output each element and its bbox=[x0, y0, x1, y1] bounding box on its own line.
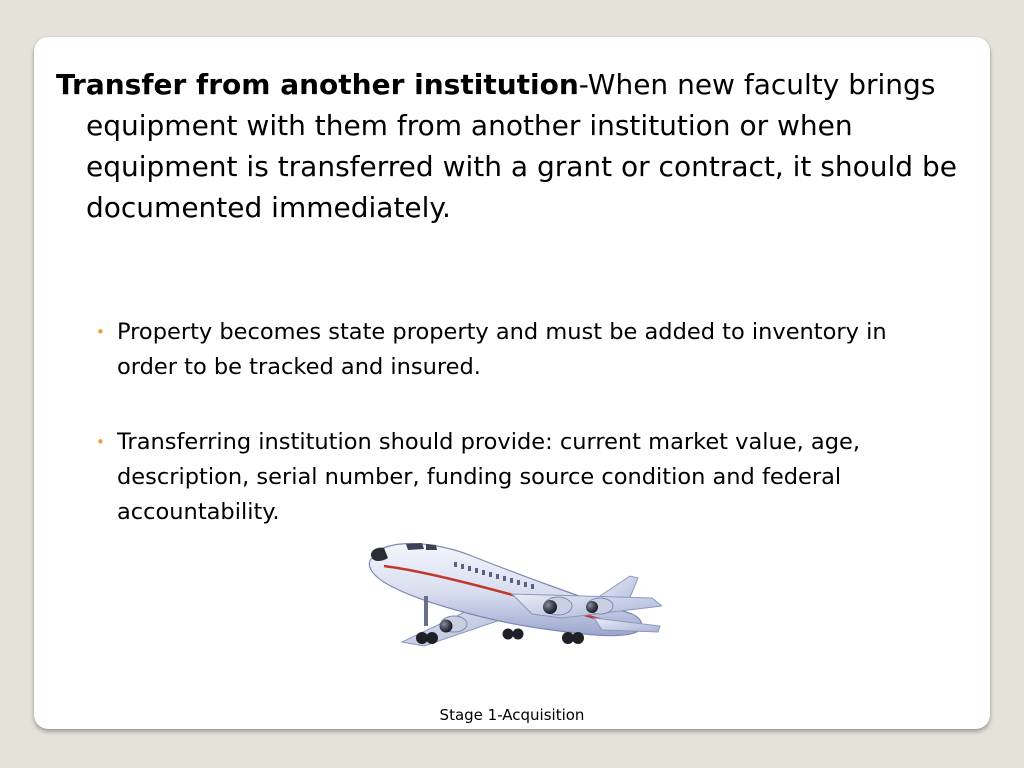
bullet-list bbox=[96, 315, 946, 570]
bullet-text: Property becomes state property and must be added to inventory in order to be tracked and insured. bbox=[117, 319, 887, 380]
list-item bbox=[96, 425, 946, 530]
airplane-icon bbox=[362, 534, 662, 659]
list-item bbox=[96, 315, 946, 385]
main-paragraph bbox=[56, 64, 998, 228]
main-heading: Transfer from another institution bbox=[56, 68, 579, 101]
bullet-icon: • bbox=[96, 323, 105, 341]
slide-card bbox=[34, 37, 990, 729]
slide-footer: Stage 1-Acquisition bbox=[439, 706, 585, 724]
bullet-icon: • bbox=[96, 433, 105, 451]
main-description: -When new faculty brings equipment with them from another institution or when equipment is transferred with a grant or contract, it should be documented immediately. bbox=[86, 68, 957, 224]
bullet-text: Transferring institution should provide: current market value, age, description, serial number, funding source condition and federal accountability. bbox=[117, 429, 860, 525]
